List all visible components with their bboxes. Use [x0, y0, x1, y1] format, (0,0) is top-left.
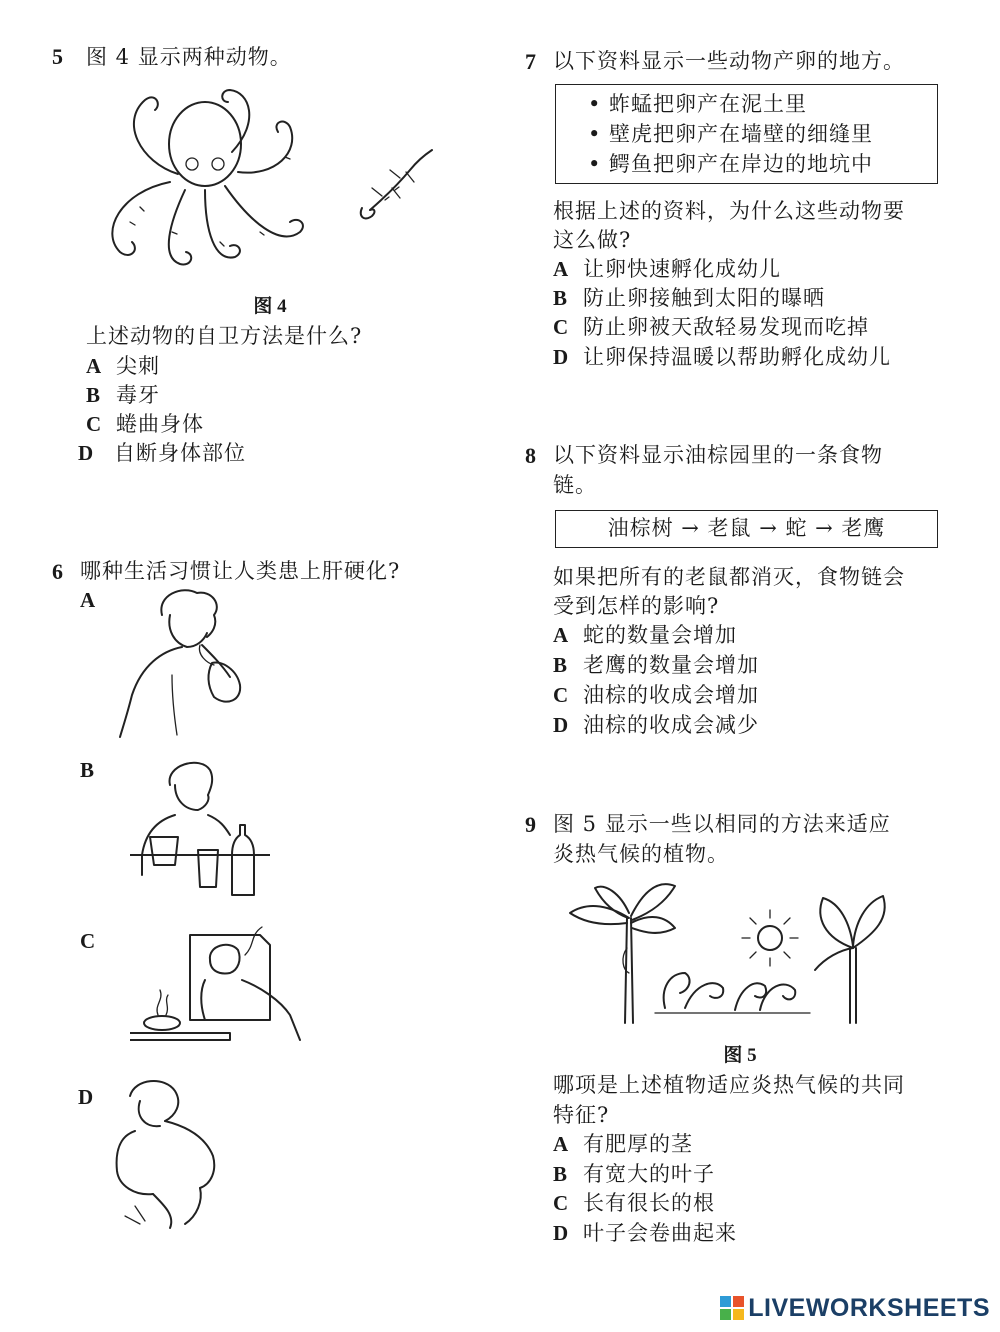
q9-option-a[interactable]: A 有肥厚的茎 — [553, 1132, 693, 1156]
q6-option-b-letter[interactable]: B — [80, 758, 96, 782]
q7-option-c[interactable]: C 防止卵被天敌轻易发现而吃掉 — [553, 315, 869, 339]
sun-icon — [742, 910, 798, 966]
octopus-icon — [112, 90, 303, 264]
q8-option-c[interactable]: C 油棕的收成会增加 — [553, 683, 759, 707]
q7-option-d[interactable]: D 让卵保持温暖以帮助孵化成幼儿 — [553, 345, 891, 369]
fact-grasshopper: • 蚱蜢把卵产在泥土里 — [588, 92, 808, 116]
question-8-prompt-line-2: 受到怎样的影响? — [553, 594, 720, 618]
question-7-number: 7 — [525, 49, 536, 74]
food-chain-text: 油棕树 → 老鼠 → 蛇 → 老鹰 — [607, 516, 886, 540]
question-9-stem-line-2: 炎热气候的植物。 — [553, 842, 729, 866]
fact-gecko: • 壁虎把卵产在墙壁的细缝里 — [588, 122, 874, 146]
q8-option-d[interactable]: D 油棕的收成会减少 — [553, 713, 759, 737]
question-5-number: 5 — [52, 44, 63, 69]
question-5-prompt: 上述动物的自卫方法是什么? — [86, 324, 363, 348]
liveworksheets-wordmark: LIVEWORKSHEETS — [748, 1293, 990, 1322]
question-9-prompt-line-2: 特征? — [553, 1103, 610, 1127]
liveworksheets-brand[interactable] — [719, 1292, 990, 1324]
boy-pouring-drink-icon[interactable] — [130, 755, 270, 900]
q6-option-a-letter[interactable]: A — [80, 588, 97, 612]
figure-5-caption: 图 5 — [723, 1045, 757, 1066]
q5-option-b[interactable]: B 毒牙 — [86, 383, 160, 407]
q5-option-d[interactable]: D 自断身体部位 — [78, 441, 246, 465]
question-9-prompt-line-1: 哪项是上述植物适应炎热气候的共同 — [553, 1073, 905, 1097]
q5-option-c[interactable]: C 蜷曲身体 — [86, 412, 204, 436]
person-injecting-drugs-icon[interactable] — [105, 1076, 225, 1236]
question-7-prompt-line-1: 根据上述的资料，为什么这些动物要 — [553, 199, 905, 223]
question-7-stem: 以下资料显示一些动物产卵的地方。 — [553, 49, 905, 73]
q6-option-d-letter[interactable]: D — [78, 1085, 95, 1109]
figure-4-caption: 图 4 — [253, 296, 287, 317]
q8-option-a[interactable]: A 蛇的数量会增加 — [553, 623, 737, 647]
question-6-number: 6 — [52, 559, 63, 584]
food-chain-box — [555, 510, 938, 548]
question-8-stem-line-1: 以下资料显示油棕园里的一条食物 — [553, 443, 883, 467]
q5-option-a[interactable]: A 尖刺 — [86, 354, 160, 378]
question-8-number: 8 — [525, 443, 536, 468]
figure-5-plants — [565, 878, 905, 1028]
q9-option-c[interactable]: C 长有很长的根 — [553, 1191, 715, 1215]
yam-plant-icon — [815, 896, 885, 1023]
q6-option-c-letter[interactable]: C — [80, 929, 97, 953]
question-8-prompt-line-1: 如果把所有的老鼠都消灭，食物链会 — [553, 565, 905, 589]
question-9-number: 9 — [525, 812, 536, 837]
q9-option-b[interactable]: B 有宽大的叶子 — [553, 1162, 715, 1186]
banana-plant-icon — [570, 884, 675, 1023]
figure-4-animals — [100, 82, 440, 282]
fact-crocodile: • 鳄鱼把卵产在岸边的地坑中 — [588, 152, 874, 176]
person-drinking-from-bottle-icon[interactable] — [112, 585, 262, 740]
question-9-stem-line-1: 图 5 显示一些以相同的方法来适应 — [553, 812, 891, 836]
question-7-prompt-line-2: 这么做? — [553, 228, 632, 252]
egg-laying-facts-box — [555, 84, 938, 184]
q7-option-a[interactable]: A 让卵快速孵化成幼儿 — [553, 257, 781, 281]
q7-option-b[interactable]: B 防止卵接触到太阳的曝晒 — [553, 286, 825, 310]
q8-option-b[interactable]: B 老鹰的数量会增加 — [553, 653, 759, 677]
man-smoking-icon[interactable] — [130, 925, 310, 1055]
gecko-icon — [361, 150, 432, 218]
liveworksheets-logo-icon — [719, 1295, 745, 1321]
q9-option-d[interactable]: D 叶子会卷曲起来 — [553, 1221, 737, 1245]
question-5-stem: 图 4 显示两种动物。 — [86, 45, 292, 69]
curled-leaf-plants-icon — [655, 973, 810, 1013]
question-6-stem: 哪种生活习惯让人类患上肝硬化? — [80, 559, 401, 583]
question-8-stem-line-2: 链。 — [553, 473, 597, 497]
